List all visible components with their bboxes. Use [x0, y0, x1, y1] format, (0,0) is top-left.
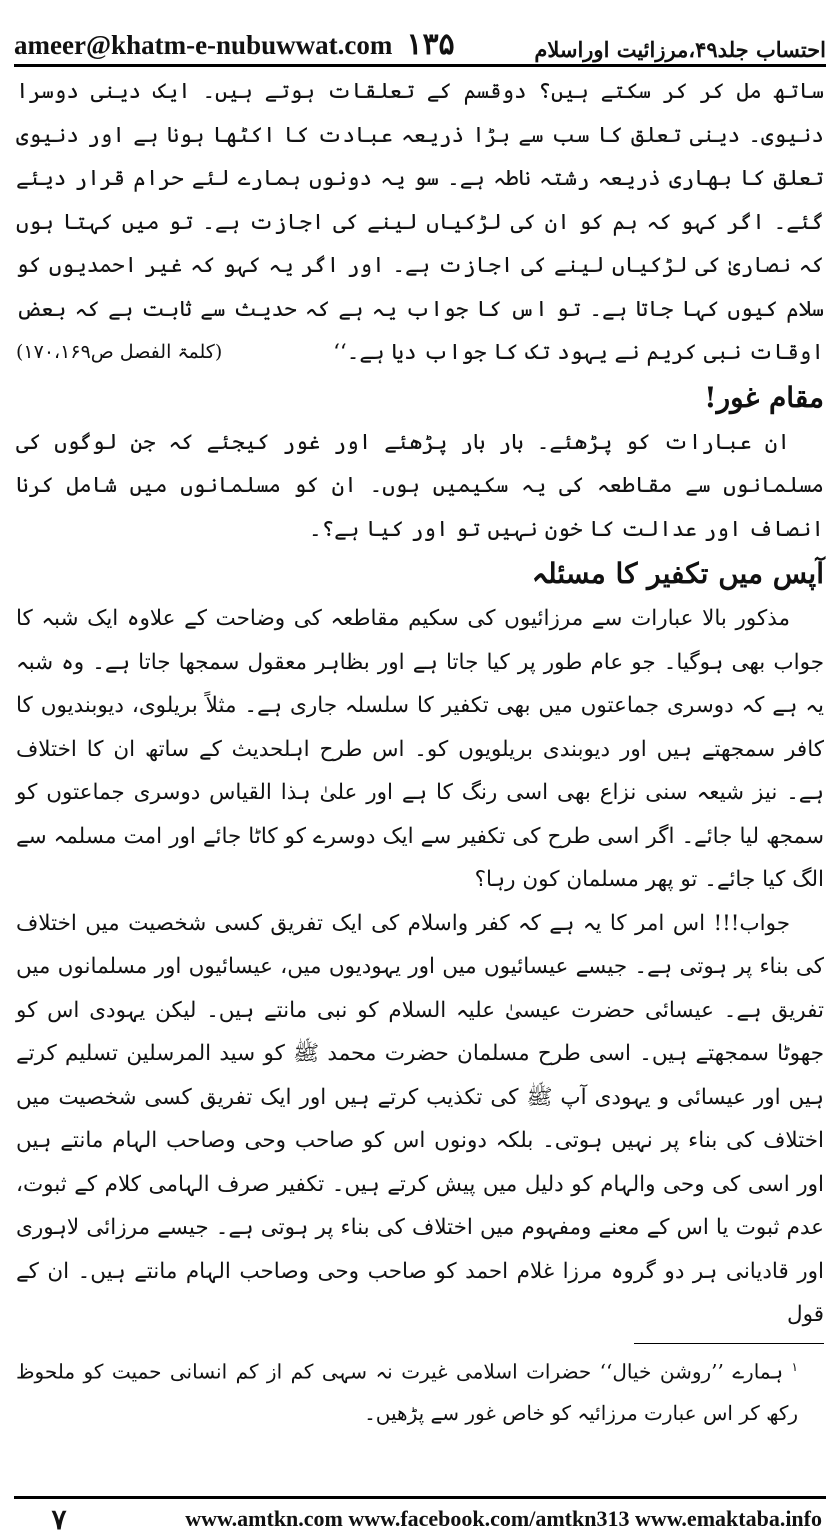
page-header — [14, 4, 826, 62]
running-title: احتساب جلد۴۹،مرزائیت اوراسلام — [534, 37, 826, 62]
footnote — [16, 1346, 824, 1435]
heading-takfeer: آپس میں تکفیر کا مسئلہ — [531, 557, 824, 590]
header-page-number: ۱۳۵ — [406, 27, 455, 62]
paragraph-1 — [16, 70, 824, 375]
heading-maqam-e-ghaur: مقام غور! — [704, 380, 824, 414]
footer-urls[interactable]: www.amtkn.com www.facebook.com/amtkn313 www.emaktaba.info — [185, 1506, 822, 1531]
header-email[interactable]: ameer@khatm-e-nubuwwat.com — [14, 30, 393, 60]
footnote-marker: ۱ — [791, 1359, 798, 1374]
paragraph-2: ان عبارات کو پڑھئے۔ بار بار پڑھئے اور غور کیجئے کہ جن لوگوں کی مسلمانوں سے مقاطعہ کی یہ سکیمیں ہوں۔ ان کو مسلمانوں میں شامل کرنا انصاف اور عدالت کا خون نہیں تو اور کیا ہے؟۔ — [16, 429, 824, 542]
header-rule — [14, 64, 826, 67]
header-left — [14, 27, 455, 62]
paragraph-1-text: ساتھ مل کر کر سکتے ہیں؟ دوقسم کے تعلقات ہوتے ہیں۔ ایک دینی دوسرا دنیوی۔ دینی تعلق کا سب سے بڑا ذریعہ عبادت کا اکٹھا ہونا ہے اور دنیوی تعلق کا بھاری ذریعہ رشتہ ناطہ ہے۔ سو یہ دونوں ہمارے لئے حرام قرار دیئے گئے۔ اگر کہو کہ ہم کو ان کی لڑکیاں لینے کی اجازت ہے۔ تو میں کہتا ہوں کہ نصاریٰ کی لڑکیاں لینے کی اجازت ہے۔ اور اگر یہ کہو کہ غیر احمدیوں کو سلام کیوں کہا جاتا ہے۔ تو اس کا جواب یہ ہے کہ حدیث سے ثابت ہے کہ بعض اوقات نبی کریم نے یہود تک کا جواب دیا ہے۔‘‘ — [16, 79, 824, 365]
footnote-text: ہمارے ’’روشن خیال‘‘ حضرات اسلامی غیرت نہ سہی کم از کم انسانی حمیت کو ملحوظ رکھ کر اس عبارت مرزائیہ کو خاص غور سے پڑھیں۔ — [16, 1359, 798, 1426]
footer-page-number: ۷ — [51, 1502, 67, 1536]
paragraph-4: جواب!!! اس امر کا یہ ہے کہ کفر واسلام کی ایک تفریق کسی شخصیت میں اختلاف کی بناء پر ہوتی ہے۔ جیسے عیسائیوں میں اور یہودیوں میں، عیسائیوں اور مسلمانوں میں تفریق ہے۔ عیسائی حضرت عیسیٰ علیہ السلام کو نبی مانتے ہیں۔ لیکن یہودی اس کو جھوٹا سمجھتے ہیں۔ اسی طرح مسلمان حضرت محمد ﷺ کو سید المرسلین تسلیم کرتے ہیں اور عیسائی و یہودی آپ ﷺ کی تکذیب کرتے ہیں اور ایک تفریق کسی شخصیت میں اختلاف کی بناء پر نہیں ہوتی۔ بلکہ دونوں اس کو صاحب وحی وصاحب الہام مانتے ہیں اور اسی کی وحی والہام کو دلیل میں پیش کرتے ہیں۔ تکفیر صرف الہامی کلام کے ثبوت، عدم ثبوت یا اس کے معنے ومفہوم میں اختلاف کی بناء پر ہوتی ہے۔ جیسے مرزائی لاہوری اور قادیانی ہر دو گروہ مرزا غلام احمد کو صاحب وحی وصاحب الہام مانتے ہیں۔ ان کے قول — [16, 910, 824, 1327]
page-footer — [14, 1496, 826, 1539]
citation: (کلمۃ الفصل ص۱۷۰،۱۶۹) — [16, 341, 223, 363]
paragraph-3: مذکور بالا عبارات سے مرزائیوں کی سکیم مقاطعہ کی وضاحت کے علاوہ ایک شبہ کا جواب بھی ہوگیا۔ جو عام طور پر کیا جاتا ہے اور بظاہر معقول سمجھا جاتا ہے۔ وہ شبہ یہ ہے کہ دوسری جماعتوں میں بھی تکفیر کا سلسلہ جاری ہے۔ مثلاً بریلوی، دیوبندیوں کا کافر سمجھتے ہیں اور دیوبندی بریلویوں کو۔ اس طرح اہلحدیث کے ساتھ ان کا اختلاف ہے۔ نیز شیعہ سنی نزاع بھی اسی رنگ کا ہے اور علیٰ ہذا القیاس دوسری جماعتوں کو سمجھ لیا جائے۔ اگر اسی طرح کی تکفیر سے ایک دوسرے کو کاٹا جائے اور امت مسلمہ سے الگ کیا جائے۔ تو پھر مسلمان کون رہا؟ — [16, 606, 824, 892]
page-body — [16, 70, 824, 1478]
footnote-rule — [634, 1343, 824, 1344]
